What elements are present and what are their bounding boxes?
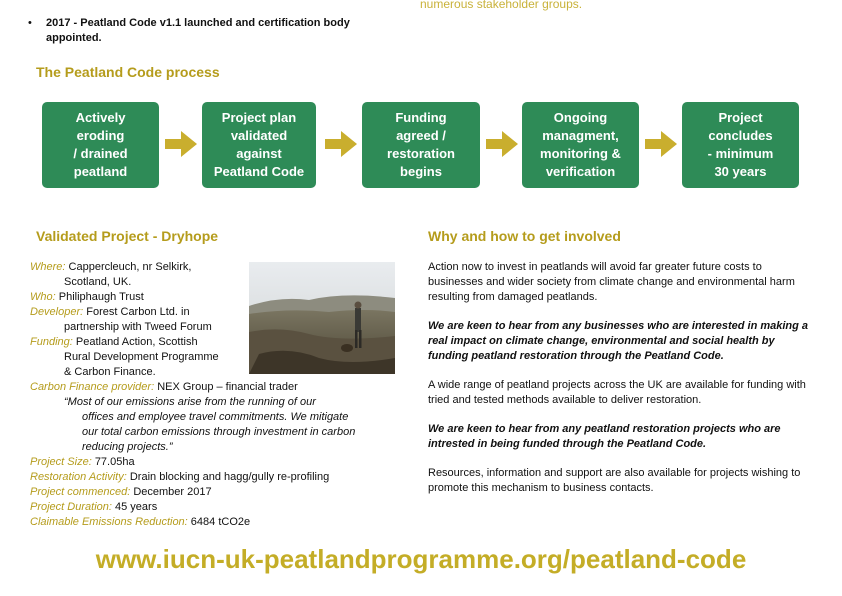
funding-value-3: & Carbon Finance. xyxy=(64,366,156,378)
who-value: Philiphaugh Trust xyxy=(58,291,144,303)
step-5-line-4: 30 years xyxy=(714,164,767,179)
arrow-right-icon xyxy=(486,131,518,157)
where-label: Where: xyxy=(30,261,66,273)
quote-line-4: reducing projects.” xyxy=(82,441,173,453)
step-1-line-4: peatland xyxy=(73,164,128,179)
process-step-3 xyxy=(362,102,480,188)
developer-label: Developer: xyxy=(30,306,84,318)
where-value-2: Scotland, UK. xyxy=(64,276,132,288)
funding-value: Peatland Action, Scottish xyxy=(75,336,198,348)
process-step-4 xyxy=(522,102,639,188)
step-2-line-3: against xyxy=(236,146,282,161)
paragraph-5: Resources, information and support are also available for projects wishing to promote this mechanism to business contacts. xyxy=(428,467,801,494)
process-step-2 xyxy=(202,102,316,188)
milestone-bullet xyxy=(28,16,408,46)
process-heading: The Peatland Code process xyxy=(36,64,220,80)
involvement-text xyxy=(428,260,813,510)
carbon-finance-label: Carbon Finance provider: xyxy=(30,381,155,393)
step-1-line-1: Actively xyxy=(75,110,126,125)
quote-line-3: our total carbon emissions through investment in carbon xyxy=(82,426,356,438)
step-2-line-2: validated xyxy=(230,128,288,143)
developer-value: Forest Carbon Ltd. in xyxy=(86,306,190,318)
step-1-line-3: / drained xyxy=(73,146,128,161)
step-5-line-2: concludes xyxy=(708,128,773,143)
project-duration-value: 45 years xyxy=(115,501,158,513)
step-4-line-2: managment, xyxy=(542,128,619,143)
quote-line-1: “Most of our emissions arise from the running of our xyxy=(64,396,316,408)
bullet-text-line2: appointed. xyxy=(46,32,102,44)
paragraph-4: We are keen to hear from any peatland restoration projects who are intrested in being funded through the Peatland Code. xyxy=(428,423,781,450)
funding-value-2: Rural Development Programme xyxy=(64,351,219,363)
bullet-text: 2017 - Peatland Code v1.1 launched and certification body xyxy=(46,17,350,29)
why-heading: Why and how to get involved xyxy=(428,228,621,244)
arrow-right-icon xyxy=(645,131,677,157)
project-commenced-label: Project commenced: xyxy=(30,486,131,498)
step-4-line-1: Ongoing xyxy=(553,110,608,125)
step-3-line-1: Funding xyxy=(395,110,447,125)
quote-line-2: offices and employee travel commitments. We mitigate xyxy=(82,411,349,423)
peatland-photo xyxy=(249,262,395,374)
step-3-line-4: begins xyxy=(400,164,442,179)
project-size-value: 77.05ha xyxy=(94,456,135,468)
step-3-line-2: agreed / xyxy=(396,128,446,143)
arrow-right-icon xyxy=(325,131,357,157)
who-label: Who: xyxy=(30,291,56,303)
step-5-line-1: Project xyxy=(718,110,763,125)
claimable-emissions-value: 6484 tCO2e xyxy=(190,516,251,528)
step-4-line-3: monitoring & xyxy=(540,146,621,161)
restoration-activity-value: Drain blocking and hagg/gully re-profiling xyxy=(129,471,330,483)
developer-value-2: partnership with Tweed Forum xyxy=(64,321,212,333)
funding-label: Funding: xyxy=(30,336,73,348)
paragraph-1: Action now to invest in peatlands will avoid far greater future costs to businesses and wider society from climate change and environmental harm resulting from damaged peatlands. xyxy=(428,261,795,303)
where-value: Cappercleuch, nr Selkirk, xyxy=(68,261,192,273)
arrow-right-icon xyxy=(165,131,197,157)
project-size-label: Project Size: xyxy=(30,456,92,468)
step-1-line-2: eroding xyxy=(76,128,125,143)
paragraph-2: We are keen to hear from any businesses who are interested in making a real impact on climate change, environmental and social health by funding peatland restoration through the Peatland Code. xyxy=(428,320,809,362)
project-duration-label: Project Duration: xyxy=(30,501,112,513)
website-url[interactable]: www.iucn-uk-peatlandprogramme.org/peatland-code xyxy=(95,544,747,574)
step-3-line-3: restoration xyxy=(387,146,455,161)
validated-project-heading: Validated Project - Dryhope xyxy=(36,228,219,244)
process-step-5 xyxy=(682,102,799,188)
paragraph-3: A wide range of peatland projects across the UK are available for funding with tried and tested methods available to deliver restoration. xyxy=(428,379,806,406)
project-commenced-value: December 2017 xyxy=(133,486,212,498)
step-5-line-3: - minimum xyxy=(707,146,774,161)
restoration-activity-label: Restoration Activity: xyxy=(30,471,127,483)
step-2-line-1: Project plan xyxy=(221,110,297,125)
carbon-finance-value: NEX Group – financial trader xyxy=(157,381,298,393)
step-2-line-4: Peatland Code xyxy=(213,164,305,179)
top-note: numerous stakeholder groups. xyxy=(420,0,583,11)
bullet-marker: • xyxy=(28,17,32,29)
step-4-line-4: verification xyxy=(545,164,616,179)
process-step-1 xyxy=(42,102,159,188)
claimable-emissions-label: Claimable Emissions Reduction: xyxy=(30,516,188,528)
